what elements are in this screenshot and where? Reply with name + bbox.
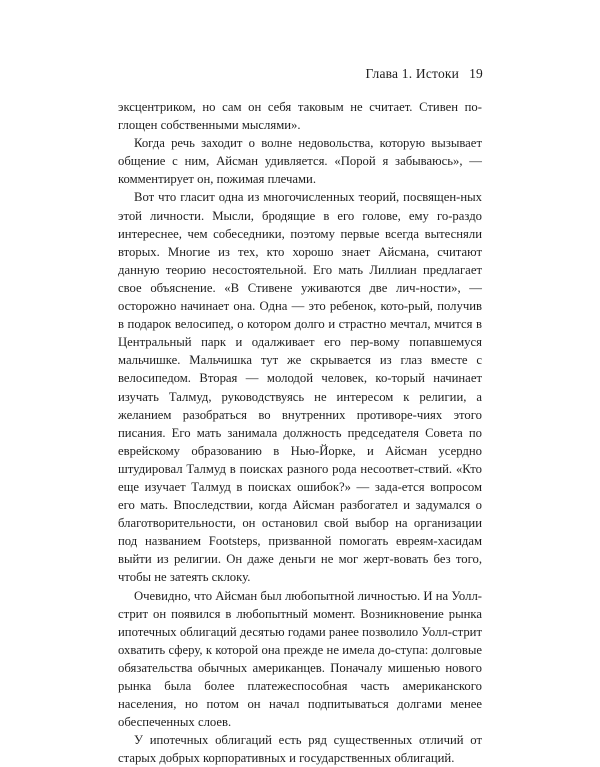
- paragraph: Когда речь заходит о волне недовольства, которую вызывает общение с ним, Айсман удивляется. «Порой я забываюсь», — комментирует он, пожимая плечами.: [118, 136, 482, 187]
- body-text: [118, 98, 482, 767]
- paragraph-continued: эксцентриком, но сам он себя таковым не считает. Стивен по-глощен собственными мыслями».: [118, 100, 482, 133]
- paragraph: У ипотечных облигаций есть ряд существенных отличий от старых добрых корпоративных и государственных облигаций.: [118, 733, 482, 766]
- chapter-title: Глава 1. Истоки: [365, 66, 460, 81]
- page-number: 19: [469, 66, 483, 81]
- paragraph: Вот что гласит одна из многочисленных теорий, посвящен-ных этой личности. Мысли, бродящие в его голове, ему го-раздо интереснее, чем собеседники, поэтому первые всегда вытесняли вторых. Многие из тех, кто хорошо знает Айсмана, считают данную теорию несостоятельной. Его мать Лиллиан предлагает свое объяснение. «В Стивене уживаются две лич-ности», — осторожно начинает она. Одна — это ребенок, кото-рый, получив в подарок велосипед, о котором долго и страстно мечтал, мчится в Центральный парк и одалживает его пер-вому попавшемуся мальчишке. Мальчишка тут же скрывается из глаз вместе с велосипедом. Вторая — молодой человек, ко-торый начинает изучать Талмуд, руководствуясь не интересом к религии, а желанием разобраться во внутренних противоре-чиях этого писания. Его мать занимала должность председателя Совета по еврейскому образованию в Нью-Йорке, и Айсман усердно штудировал Талмуд в поисках разного рода несоответ-ствий. «Кто еще изучает Талмуд в поисках ошибок?» — зада-ется вопросом его мать. Впоследствии, когда Айсман разбогател и задумался о благотворительности, он остановил свой выбор на организации под названием Footsteps, призванной помогать евреям-хасидам выйти из религии. Он даже деньги не мог жерт-вовать без того, чтобы не затеять склоку.: [118, 190, 482, 585]
- paragraph: Очевидно, что Айсман был любопытной личностью. И на Уолл-стрит он появился в любопытный момент. Возникновение рынка ипотечных облигаций десятью годами ранее позволило Уолл-стрит охватить сферу, к которой она прежде не имела до-ступа: долговые обязательства обычных американцев. Поначалу мишенью нового рынка была более платежеспособная часть американского населения, но потом он начал подпитываться долгами менее обеспеченных слоев.: [118, 588, 482, 730]
- running-header: [366, 66, 483, 82]
